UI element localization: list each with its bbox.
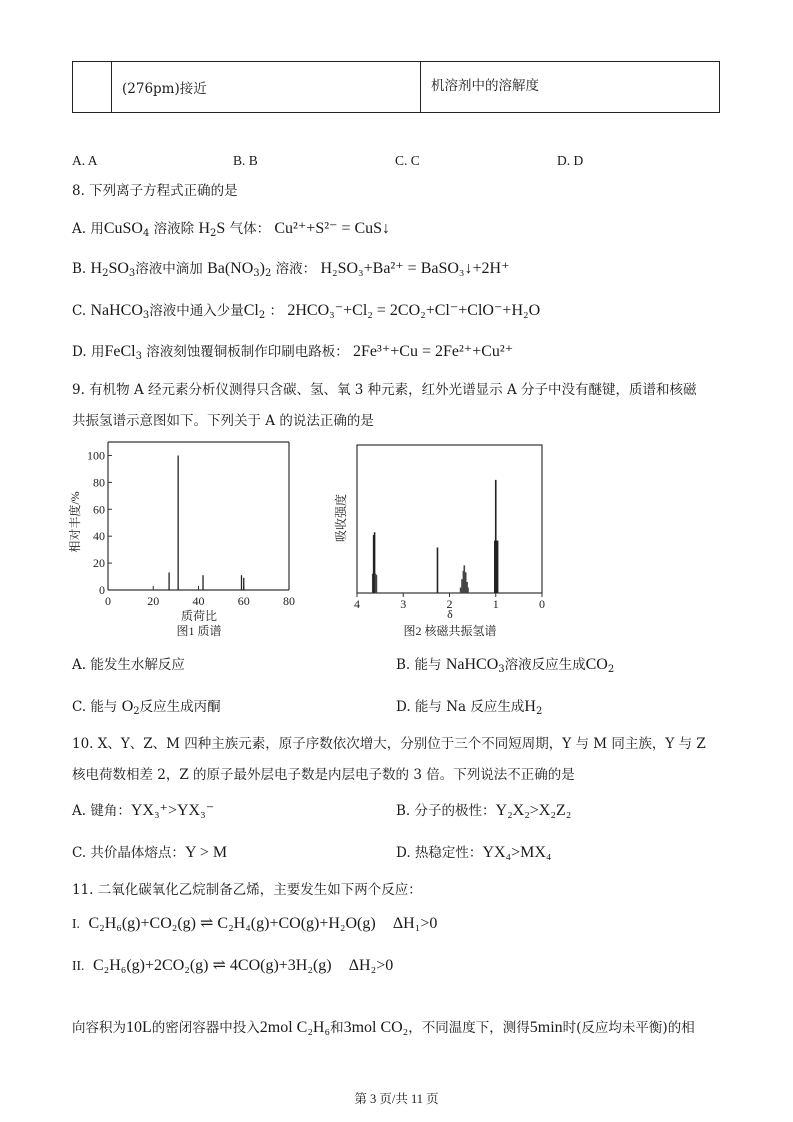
q7-option-b[interactable]: B. B: [233, 153, 258, 168]
reaction-label: I.: [72, 916, 80, 931]
option-text: 用: [90, 221, 104, 237]
table-cell-explanation: 机溶剂中的溶解度: [421, 62, 720, 113]
nmr-ylabel: 吸收强度: [334, 493, 348, 543]
q10-option-a[interactable]: [72, 802, 214, 820]
ms-y-tick-label: 100: [87, 448, 105, 463]
ms-y-tick-label: 80: [93, 475, 105, 490]
q10-option-d[interactable]: [396, 844, 552, 862]
subscript: 2: [133, 706, 140, 717]
continued-table: [72, 61, 720, 113]
subscript: 3: [135, 351, 142, 362]
formula: FeCl: [104, 343, 136, 360]
q8-option-b[interactable]: [72, 260, 510, 278]
subscript: 2: [102, 268, 109, 279]
ms-x-tick-label: 60: [237, 594, 250, 608]
subscript: 3: [128, 268, 136, 279]
page-number: 第 3 页/共 11 页: [354, 1092, 439, 1106]
equation: C₂H₆(g)+CO₂(g) ⇌ C₂H₄(g)+CO(g)+H₂O(g): [88, 915, 376, 932]
nmr-chart: [318, 438, 558, 643]
ms-ylabel: 相对丰度/%: [68, 491, 82, 553]
subscript: 3: [498, 664, 505, 675]
value: 2mol C₂H₆: [259, 1019, 331, 1036]
text: 向容积为: [72, 1020, 126, 1036]
option-text: A. 键角：: [72, 803, 131, 819]
q9-option-d[interactable]: [396, 698, 542, 716]
option-text: 溶液刻蚀覆铜板制作印刷电路板：: [146, 344, 349, 360]
ms-y-tick-label: 40: [93, 529, 105, 544]
option-text: 用: [90, 344, 105, 360]
formula: NaHCO: [90, 302, 143, 319]
reaction-label: II.: [72, 958, 85, 973]
q8-option-d[interactable]: [72, 343, 513, 361]
equation: H₂SO₃+Ba²⁺ = BaSO₃↓+2H⁺: [320, 260, 510, 277]
text: 的密闭容器中投入: [151, 1020, 260, 1036]
ms-y-tick-label: 0: [99, 583, 105, 597]
enthalpy: ΔH₁>0: [392, 915, 438, 932]
value: 10L: [126, 1019, 152, 1036]
subscript: 2: [535, 706, 543, 717]
option-text: 反应生成丙酮: [139, 699, 221, 715]
q7-option-d[interactable]: D. D: [557, 153, 584, 168]
option-text: 气体：: [229, 221, 271, 237]
enthalpy: ΔH₂>0: [348, 957, 394, 974]
value: 3mol CO₂: [343, 1019, 409, 1036]
equation: C₂H₆(g)+2CO₂(g) ⇌ 4CO(g)+3H₂(g): [92, 957, 332, 974]
option-text: 溶液除: [153, 221, 195, 237]
subscript: 3: [253, 268, 260, 279]
q10-stem-line1: 10. X、Y、Z、M 四种主族元素，原子序数依次增大，分别位于三个不同短周期，Y 与 M 同主族，Y 与 Z: [72, 736, 706, 752]
subscript: 2: [258, 310, 266, 321]
formula: ): [259, 260, 265, 277]
formula: Ba(NO: [207, 260, 254, 277]
option-text: D. 热稳定性：: [396, 845, 483, 861]
formula: O: [121, 698, 134, 715]
subscript: 2: [607, 664, 615, 675]
ms-x-tick-label: 20: [147, 594, 160, 608]
equation: 2Fe³⁺+Cu = 2Fe²⁺+Cu²⁺: [353, 343, 514, 360]
equation: Cu²⁺+S²⁻ = CuS↓: [274, 220, 391, 237]
table-cell-index: [73, 62, 112, 113]
subscript: 2: [265, 268, 272, 279]
ms-title: 图1 质谱: [176, 624, 222, 638]
subscript: 2: [210, 228, 217, 239]
ms-x-tick-label: 80: [283, 594, 295, 608]
formula: NaHCO: [445, 656, 499, 673]
formula: CuSO: [103, 220, 143, 237]
option-label: B.: [72, 261, 87, 277]
ms-xlabel: 质荷比: [180, 609, 218, 623]
formula: H: [524, 698, 536, 715]
q8-option-c[interactable]: [72, 302, 540, 320]
formula: H: [90, 260, 103, 277]
q11-reaction-2: [72, 957, 393, 975]
option-text: D. 能与 Na 反应生成: [396, 699, 525, 715]
q9-stem-line2: 共振氢谱示意图如下。下列关于 A 的说法正确的是: [72, 413, 374, 429]
formula: CO: [585, 656, 608, 673]
option-text: 溶液中通入少量: [149, 303, 244, 319]
text: 时(反应均未平衡)的相: [562, 1020, 695, 1036]
q11-reaction-1: [72, 915, 437, 933]
q7-option-a[interactable]: A. A: [72, 153, 98, 168]
q9-option-a[interactable]: A. 能发生水解反应: [72, 657, 185, 673]
q11-conditions: [72, 1019, 695, 1037]
q8-option-a[interactable]: [72, 220, 390, 238]
ms-x-tick-label: 40: [192, 594, 205, 608]
formula: Cl: [243, 302, 259, 319]
formula: SO: [108, 260, 129, 277]
value: 5min: [529, 1019, 563, 1036]
option-text: C. 共价晶体熔点：: [72, 845, 185, 861]
equation: YX₄>MX₄: [482, 844, 552, 861]
q10-option-c[interactable]: [72, 844, 227, 862]
equation: 2HCO₃⁻+Cl₂ = 2CO₂+Cl⁻+ClO⁻+H₂O: [287, 302, 541, 319]
q9-stem-line1: 9. 有机物 A 经元素分析仪测得只含碳、氢、氧 3 种元素，红外光谱显示 A 分子中没有醚键，质谱和核磁: [72, 382, 697, 398]
q10-stem-line2: 核电荷数相差 2，Z 的原子最外层电子数是内层电子数的 3 倍。下列说法不正确的是: [72, 767, 575, 783]
nmr-x-tick-label: 0: [539, 597, 545, 611]
q10-option-b[interactable]: [396, 802, 571, 820]
formula: H: [198, 220, 210, 237]
text: ，不同温度下，测得: [408, 1020, 530, 1036]
nmr-frame: [357, 445, 542, 593]
q9-option-b[interactable]: [396, 656, 614, 674]
nmr-x-tick-label: 4: [354, 597, 360, 611]
ms-y-tick-label: 60: [93, 502, 105, 517]
subscript: 3: [142, 310, 150, 321]
equation: Y₂X₂>X₂Z₂: [495, 802, 572, 819]
mass-spectrum-chart: [60, 438, 310, 643]
q11-stem: 11. 二氧化碳氧化乙烷制备乙烯，主要发生如下两个反应：: [72, 882, 422, 898]
formula: S: [216, 220, 226, 237]
table-row: [73, 62, 720, 113]
option-label: D.: [72, 344, 87, 360]
option-text: C. 能与: [72, 699, 118, 715]
text: 和: [330, 1020, 344, 1036]
option-text: B. 分子的极性：: [396, 803, 496, 819]
equation: Y > M: [184, 844, 228, 861]
subscript: 4: [142, 228, 150, 239]
table-cell-fact: (276pm)接近: [112, 62, 421, 113]
nmr-title: 图2 核磁共振氢谱: [403, 624, 497, 638]
q8-stem: 8. 下列离子方程式正确的是: [72, 183, 238, 199]
option-text: ：: [269, 303, 284, 319]
q7-option-c[interactable]: C. C: [395, 153, 420, 168]
nmr-x-tick-label: 2: [446, 597, 453, 611]
equation: YX₃⁺>YX₃⁻: [130, 802, 215, 819]
ms-x-tick-label: 0: [105, 594, 111, 608]
option-text: B. 能与: [396, 657, 442, 673]
option-label: C.: [72, 303, 87, 319]
option-text: 溶液反应生成: [504, 657, 586, 673]
q9-option-c[interactable]: [72, 698, 221, 716]
option-text: 溶液：: [275, 261, 317, 277]
nmr-xlabel: δ: [447, 607, 453, 621]
option-text: 溶液中滴加: [135, 261, 203, 277]
nmr-x-tick-label: 1: [492, 597, 499, 611]
ms-y-tick-label: 20: [93, 556, 105, 571]
nmr-x-tick-label: 3: [400, 597, 407, 611]
option-label: A.: [72, 221, 87, 237]
